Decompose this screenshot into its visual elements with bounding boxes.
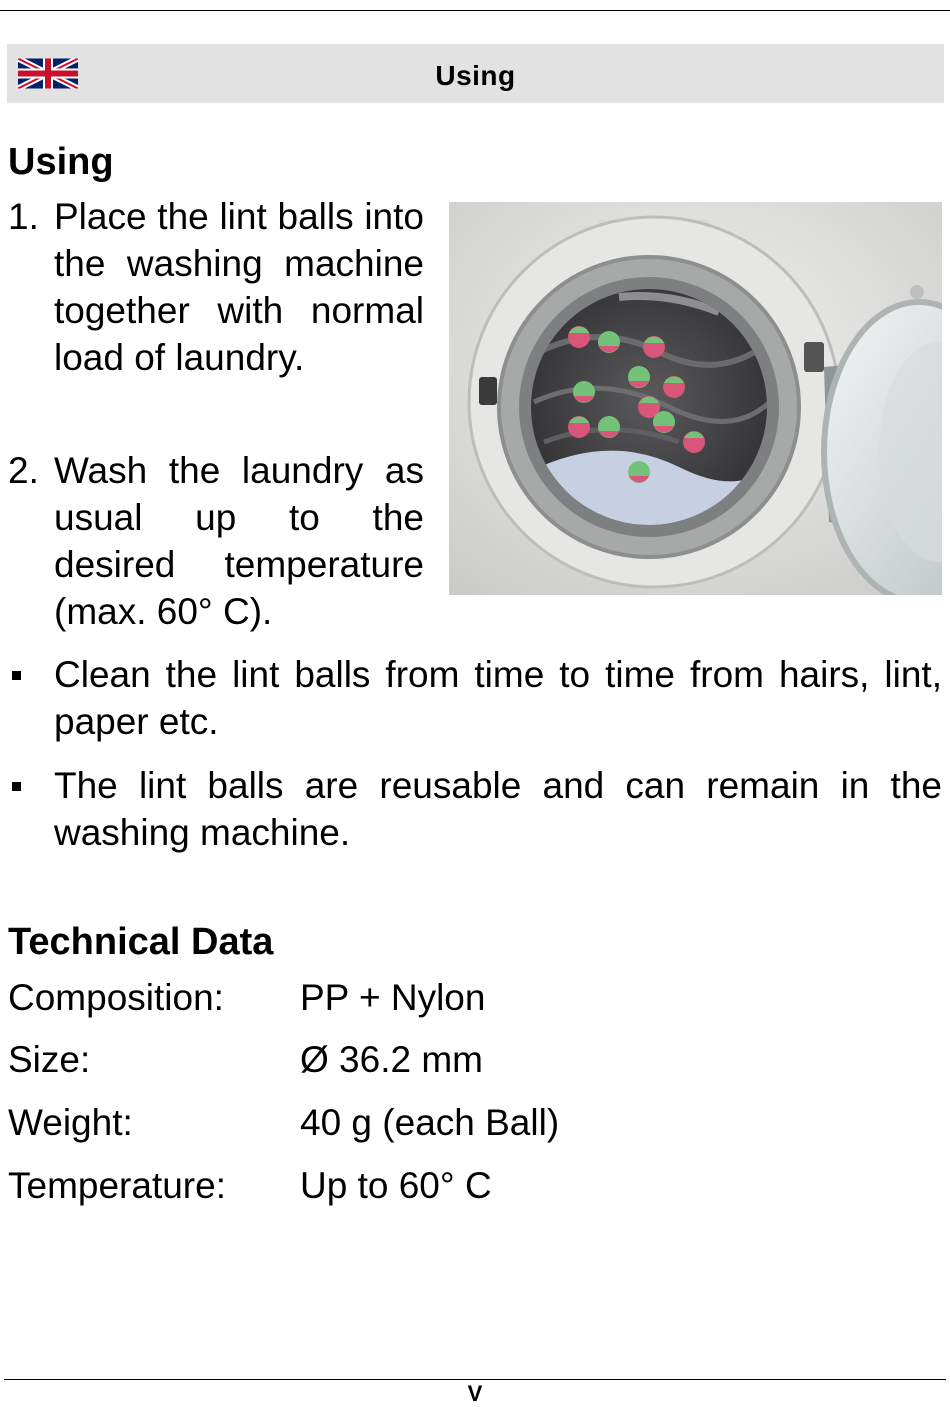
- bullet-item: [8, 762, 942, 856]
- step-number: 2.: [8, 450, 39, 491]
- bullet-item: [8, 651, 942, 745]
- spec-label: Composition:: [8, 977, 224, 1018]
- bottom-rule: [4, 1379, 946, 1380]
- top-rule: [0, 10, 950, 11]
- spec-label: Size:: [8, 1039, 91, 1080]
- spec-label: Temperature:: [8, 1165, 226, 1206]
- step-2: [8, 447, 424, 635]
- spec-value: Ø 36.2 mm: [300, 1039, 483, 1080]
- bullet-text: Clean the lint balls from time to time from hairs, lint, paper etc.: [54, 654, 942, 742]
- bullet-square: [12, 671, 21, 680]
- bullet-text: The lint balls are reusable and can remain in the washing machine.: [54, 765, 942, 853]
- step-text: Place the lint balls into the washing machine together with normal load of laundry.: [54, 196, 424, 378]
- technical-data-heading: Technical Data: [8, 921, 274, 963]
- spec-value: Up to 60° C: [300, 1165, 492, 1206]
- using-heading: Using: [8, 141, 114, 183]
- washing-machine-photo: [449, 202, 942, 595]
- bullet-square: [12, 782, 21, 791]
- page-header: [7, 44, 944, 103]
- page-number: V: [467, 1381, 483, 1406]
- step-text: Wash the laundry as usual up to the desired temperature (max. 60° C).: [54, 450, 424, 632]
- step-number: 1.: [8, 196, 39, 237]
- spec-value: 40 g (each Ball): [300, 1102, 560, 1143]
- header-title: Using: [435, 60, 516, 91]
- step-1: [8, 193, 424, 381]
- spec-value: PP + Nylon: [300, 977, 486, 1018]
- spec-label: Weight:: [8, 1102, 133, 1143]
